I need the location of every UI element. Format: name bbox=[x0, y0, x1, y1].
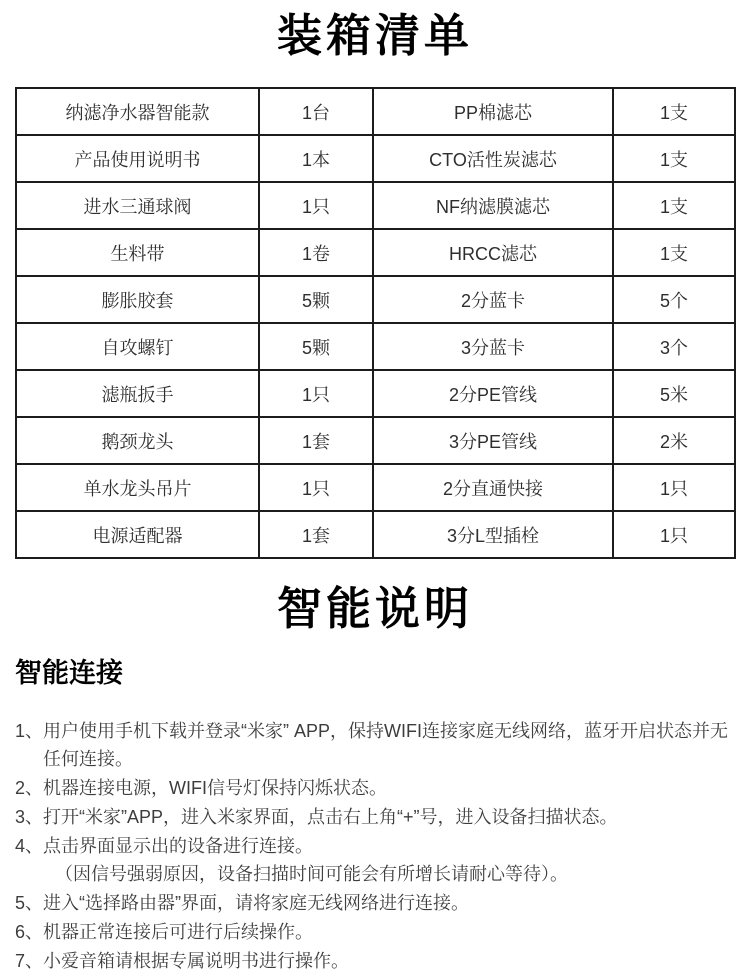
item-name-cell: 膨胀胶套 bbox=[16, 276, 259, 323]
table-row bbox=[16, 464, 735, 511]
smart-connection-heading: 智能连接 bbox=[15, 658, 123, 688]
table-row bbox=[16, 370, 735, 417]
connection-steps-list bbox=[15, 717, 742, 975]
quantity-cell: 1支 bbox=[613, 135, 735, 182]
table-row bbox=[16, 417, 735, 464]
item-name-cell: 3分蓝卡 bbox=[373, 323, 613, 370]
quantity-cell: 1套 bbox=[259, 511, 373, 558]
step-text-main: 点击界面显示出的设备进行连接。 bbox=[43, 836, 314, 856]
table-row bbox=[16, 229, 735, 276]
item-name-cell: 3分L型插栓 bbox=[373, 511, 613, 558]
step-text: 机器连接电源，WIFI信号灯保持闪烁状态。 bbox=[43, 778, 388, 798]
quantity-cell: 5颗 bbox=[259, 276, 373, 323]
step-text: 小爱音箱请根据专属说明书进行操作。 bbox=[43, 951, 350, 971]
item-name-cell: NF纳滤膜滤芯 bbox=[373, 182, 613, 229]
quantity-cell: 1只 bbox=[613, 464, 735, 511]
quantity-cell: 5颗 bbox=[259, 323, 373, 370]
step-item bbox=[15, 832, 742, 888]
item-name-cell: 滤瓶扳手 bbox=[16, 370, 259, 417]
smart-instructions-title: 智能说明 bbox=[276, 583, 473, 634]
step-number: 5、 bbox=[15, 893, 44, 913]
step-item bbox=[15, 889, 742, 917]
item-name-cell: 2分PE管线 bbox=[373, 370, 613, 417]
item-name-cell: HRCC滤芯 bbox=[373, 229, 613, 276]
quantity-cell: 1只 bbox=[259, 464, 373, 511]
step-number: 4、 bbox=[15, 836, 44, 856]
item-name-cell: 2分蓝卡 bbox=[373, 276, 613, 323]
step-item bbox=[15, 717, 742, 773]
packing-list-table bbox=[15, 87, 736, 559]
item-name-cell: 2分直通快接 bbox=[373, 464, 613, 511]
table-row bbox=[16, 135, 735, 182]
item-name-cell: 鹅颈龙头 bbox=[16, 417, 259, 464]
item-name-cell: PP棉滤芯 bbox=[373, 88, 613, 135]
step-item bbox=[15, 947, 742, 975]
step-number: 2、 bbox=[15, 778, 44, 798]
table-row bbox=[16, 511, 735, 558]
item-name-cell: CTO活性炭滤芯 bbox=[373, 135, 613, 182]
item-name-cell: 产品使用说明书 bbox=[16, 135, 259, 182]
table-row bbox=[16, 276, 735, 323]
quantity-cell: 1只 bbox=[259, 370, 373, 417]
table-row bbox=[16, 323, 735, 370]
step-text: 打开“米家”APP，进入米家界面，点击右上角“+”号，进入设备扫描状态。 bbox=[43, 807, 618, 827]
packing-list-title: 装箱清单 bbox=[276, 10, 473, 61]
item-name-cell: 电源适配器 bbox=[16, 511, 259, 558]
item-name-cell: 3分PE管线 bbox=[373, 417, 613, 464]
quantity-cell: 1套 bbox=[259, 417, 373, 464]
quantity-cell: 1只 bbox=[613, 511, 735, 558]
step-item bbox=[15, 774, 742, 802]
item-name-cell: 进水三通球阀 bbox=[16, 182, 259, 229]
step-text: 机器正常连接后可进行后续操作。 bbox=[43, 922, 314, 942]
quantity-cell: 5个 bbox=[613, 276, 735, 323]
quantity-cell: 3个 bbox=[613, 323, 735, 370]
item-name-cell: 纳滤净水器智能款 bbox=[16, 88, 259, 135]
quantity-cell: 1卷 bbox=[259, 229, 373, 276]
quantity-cell: 2米 bbox=[613, 417, 735, 464]
step-note: （因信号强弱原因，设备扫描时间可能会有所增长请耐心等待）。 bbox=[55, 864, 569, 884]
step-text: 用户使用手机下载并登录“米家” APP，保持WIFI连接家庭无线网络，蓝牙开启状态并无任何连接。 bbox=[43, 721, 729, 769]
step-number: 1、 bbox=[15, 721, 44, 741]
step-text: 进入“选择路由器”界面，请将家庭无线网络进行连接。 bbox=[43, 893, 470, 913]
quantity-cell: 1台 bbox=[259, 88, 373, 135]
table-row bbox=[16, 182, 735, 229]
item-name-cell: 自攻螺钉 bbox=[16, 323, 259, 370]
quantity-cell: 1支 bbox=[613, 182, 735, 229]
item-name-cell: 生料带 bbox=[16, 229, 259, 276]
item-name-cell: 单水龙头吊片 bbox=[16, 464, 259, 511]
step-item bbox=[15, 918, 742, 946]
quantity-cell: 5米 bbox=[613, 370, 735, 417]
step-text bbox=[43, 832, 742, 888]
quantity-cell: 1支 bbox=[613, 88, 735, 135]
quantity-cell: 1本 bbox=[259, 135, 373, 182]
step-item bbox=[15, 803, 742, 831]
quantity-cell: 1只 bbox=[259, 182, 373, 229]
step-number: 6、 bbox=[15, 922, 44, 942]
table-row bbox=[16, 88, 735, 135]
quantity-cell: 1支 bbox=[613, 229, 735, 276]
step-number: 3、 bbox=[15, 807, 44, 827]
step-number: 7、 bbox=[15, 951, 44, 971]
